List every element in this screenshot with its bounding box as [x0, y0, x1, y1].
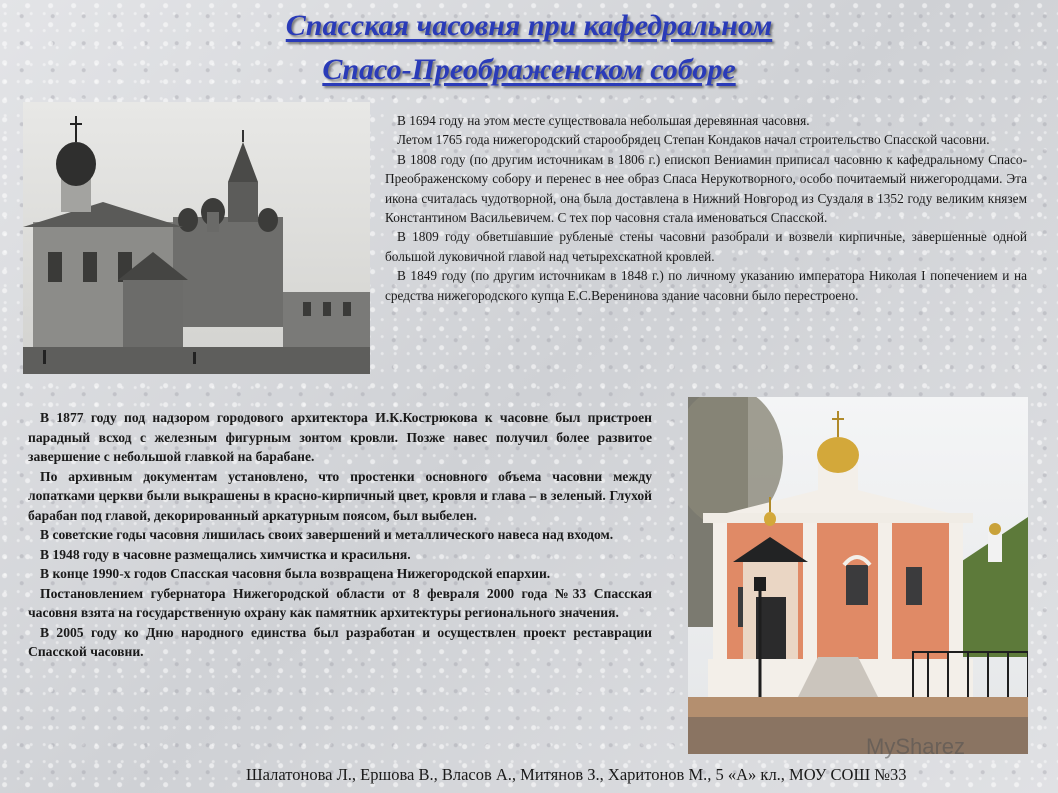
- paragraph: В 1809 году обветшавшие рубленые стены часовни разобрали и возвели кирпичные, завершенные одной большой луковичной главой над четырехскатной кровлей.: [385, 229, 1027, 264]
- paragraph: В 1948 году в часовне размещались химчистка и красильня.: [40, 546, 411, 562]
- title-line-2: Спасо-Преображенском соборе: [322, 53, 736, 86]
- page-title: [0, 4, 1058, 92]
- title-line-1: Спасская часовня при кафедральном: [285, 9, 773, 42]
- modern-chapel-photo: [688, 397, 1028, 754]
- footer-authors: Шалатонова Л., Ершова В., Власов А., Митянов З., Харитонов М., 5 «А» кл., МОУ СОШ №33: [246, 765, 907, 784]
- paragraph: В 1694 году на этом месте существовала небольшая деревянная часовня.: [397, 113, 810, 128]
- history-text-bottom: [28, 408, 652, 662]
- paragraph: Постановлением губернатора Нижегородской области от 8 февраля 2000 года №33 Спасская часовня взята на государственную охрану как памятник архитектуры регионального значения.: [28, 585, 652, 620]
- paragraph: В советские годы часовня лишилась своих завершений и металлического навеса над входом.: [40, 527, 614, 542]
- paragraph: В 1808 году (по другим источникам в 1806 г.) епископ Вениамин приписал часовню к кафедральному Спасо-Преображенскому собору и перенес в нее образ Спаса Нерукотворного, особо почитаемый нижегородцами. Эта икона считалась чудотворной, она была доставлена в Нижний Новгород из Суздаля в 1352 году великим князем Константином Васильевичем. С тех пор часовня стала именоваться Спасской.: [385, 151, 1027, 226]
- watermark-logo: MySharez: [866, 734, 966, 759]
- paragraph: По архивным документам установлено, что простенки основного объема часовни между лопатками церкви были выкрашены в красно-кирпичный цвет, кровля и глава – в зеленый. Глухой барабан под главой, декорированный аркатурным поясом, был выбелен.: [28, 468, 652, 523]
- paragraph: В конце 1990-х годов Спасская часовня была возвращена Нижегородской епархии.: [40, 566, 551, 581]
- paragraph: Летом 1765 года нижегородский старообрядец Степан Кондаков начал строительство Спасской часовни.: [397, 132, 990, 148]
- history-text-top: [385, 111, 1027, 305]
- paragraph: В 2005 году ко Дню народного единства был разработан и осуществлен проект реставрации Спасской часовни.: [28, 624, 652, 659]
- paragraph: В 1849 году (по другим источникам в 1848 г.) по личному указанию императора Николая I попечением и на средства нижегородского купца Е.С.Веренинова здание часовни было перестроено.: [385, 268, 1027, 303]
- historic-chapel-photo: [23, 102, 370, 374]
- paragraph: В 1877 году под надзором городового архитектора И.К.Кострюкова к часовне был пристроен парадный всход с железным фигурным зонтом кровли. Позже навес получил более развитое завершение с небольшой главкой на барабане.: [28, 410, 652, 464]
